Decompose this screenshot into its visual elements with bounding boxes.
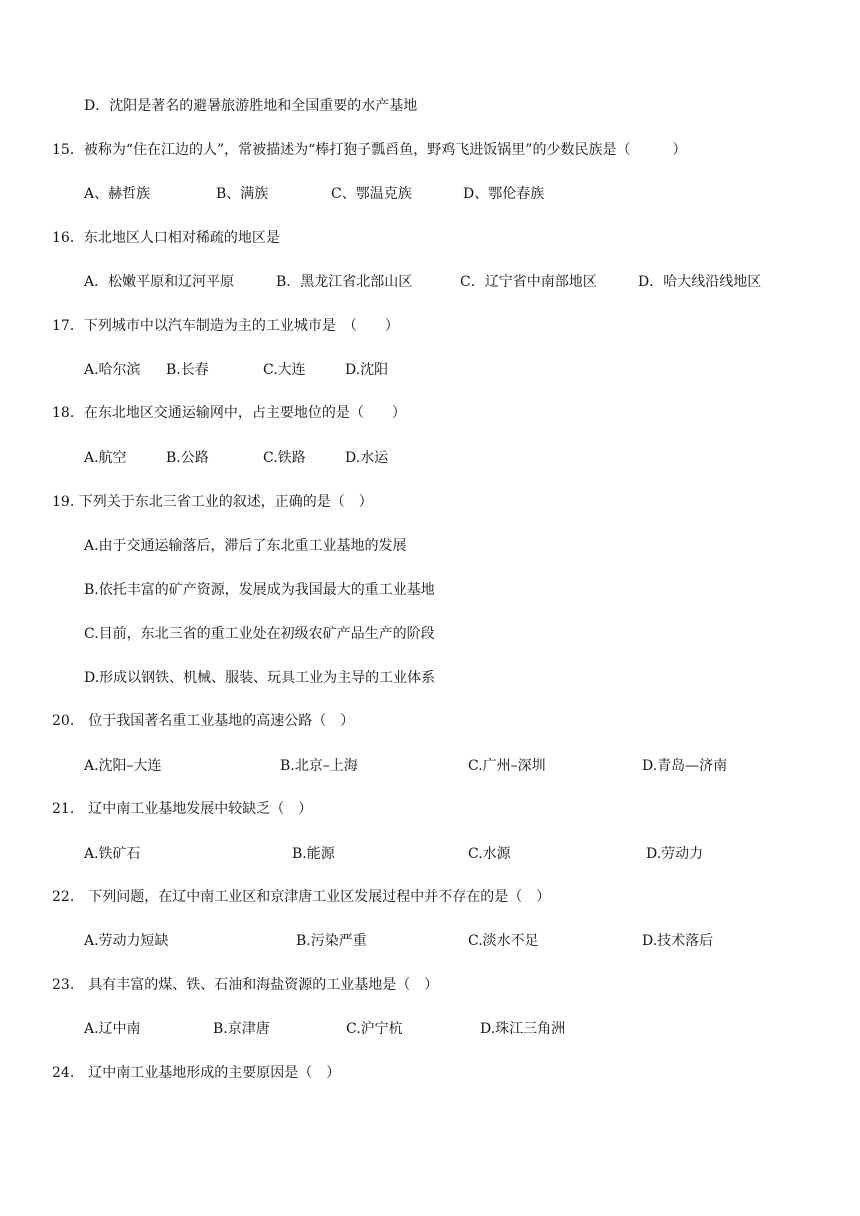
q22-option-b: B.污染严重 — [296, 933, 367, 949]
q22-option-a: A.劳动力短缺 — [84, 933, 169, 949]
q20-stem: 20. 位于我国著名重工业基地的高速公路（ ） — [52, 713, 355, 729]
q20-option-c: C.广州–深圳 — [468, 758, 546, 774]
q19-stem: 19. 下列关于东北三省工业的叙述，正确的是（ ） — [52, 494, 373, 510]
q23-option-c: C.沪宁杭 — [346, 1021, 403, 1037]
q16-option-b: B．黑龙江省北部山区 — [276, 274, 413, 290]
q19-option-d: D.形成以钢铁、机械、服装、玩具工业为主导的工业体系 — [84, 670, 436, 686]
q21-option-a: A.铁矿石 — [84, 846, 141, 862]
q20-option-b: B.北京–上海 — [280, 758, 358, 774]
q15-option-a: A、赫哲族 — [84, 186, 151, 202]
q16-option-a: A．松嫩平原和辽河平原 — [84, 274, 235, 290]
q18-stem: 18．在东北地区交通运输网中，占主要地位的是（ ） — [52, 405, 406, 421]
q23-option-b: B.京津唐 — [213, 1021, 270, 1037]
q18-option-b: B.公路 — [166, 450, 209, 466]
q20-option-d: D.青岛—济南 — [642, 758, 728, 774]
q23-option-d: D.珠江三角洲 — [480, 1021, 566, 1037]
q18-option-c: C.铁路 — [263, 450, 306, 466]
q19-option-c: C.目前，东北三省的重工业处在初级农矿产品生产的阶段 — [84, 626, 435, 642]
q21-option-b: B.能源 — [292, 846, 335, 862]
q23-stem: 23. 具有丰富的煤、铁、石油和海盐资源的工业基地是（ ） — [52, 977, 439, 993]
q16-option-d: D．哈大线沿线地区 — [638, 274, 762, 290]
q15-option-d: D、鄂伦春族 — [463, 186, 545, 202]
q19-option-a: A.由于交通运输落后，滞后了东北重工业基地的发展 — [84, 538, 407, 554]
q17-option-b: B.长春 — [166, 362, 209, 378]
q24-stem: 24. 辽中南工业基地形成的主要原因是（ ） — [52, 1065, 341, 1081]
q17-stem: 17．下列城市中以汽车制造为主的工业城市是 （ ） — [52, 318, 399, 334]
q22-option-c: C.淡水不足 — [468, 933, 539, 949]
q14-option-d: D．沈阳是著名的避暑旅游胜地和全国重要的水产基地 — [84, 98, 418, 114]
q19-option-b: B.依托丰富的矿产资源，发展成为我国最大的重工业基地 — [84, 582, 435, 598]
q17-option-c: C.大连 — [263, 362, 306, 378]
q18-option-d: D.水运 — [345, 450, 389, 466]
q21-option-d: D.劳动力 — [646, 846, 704, 862]
q15-option-c: C、鄂温克族 — [331, 186, 412, 202]
q17-option-d: D.沈阳 — [345, 362, 389, 378]
q15-stem: 15．被称为“住在江边的人”，常被描述为“棒打狍子瓢舀鱼，野鸡飞进饭锅里”的少数民族是（ ） — [52, 142, 687, 158]
q21-option-c: C.水源 — [468, 846, 511, 862]
q21-stem: 21. 辽中南工业基地发展中较缺乏（ ） — [52, 801, 313, 817]
q16-stem: 16．东北地区人口相对稀疏的地区是 — [52, 230, 280, 246]
q15-option-b: B、满族 — [216, 186, 269, 202]
q17-option-a: A.哈尔滨 — [84, 362, 141, 378]
q22-option-d: D.技术落后 — [642, 933, 714, 949]
q22-stem: 22. 下列问题，在辽中南工业区和京津唐工业区发展过程中并不存在的是（ ） — [52, 889, 551, 905]
q18-option-a: A.航空 — [84, 450, 127, 466]
q16-option-c: C．辽宁省中南部地区 — [460, 274, 597, 290]
q23-option-a: A.辽中南 — [84, 1021, 141, 1037]
q20-option-a: A.沈阳–大连 — [84, 758, 162, 774]
